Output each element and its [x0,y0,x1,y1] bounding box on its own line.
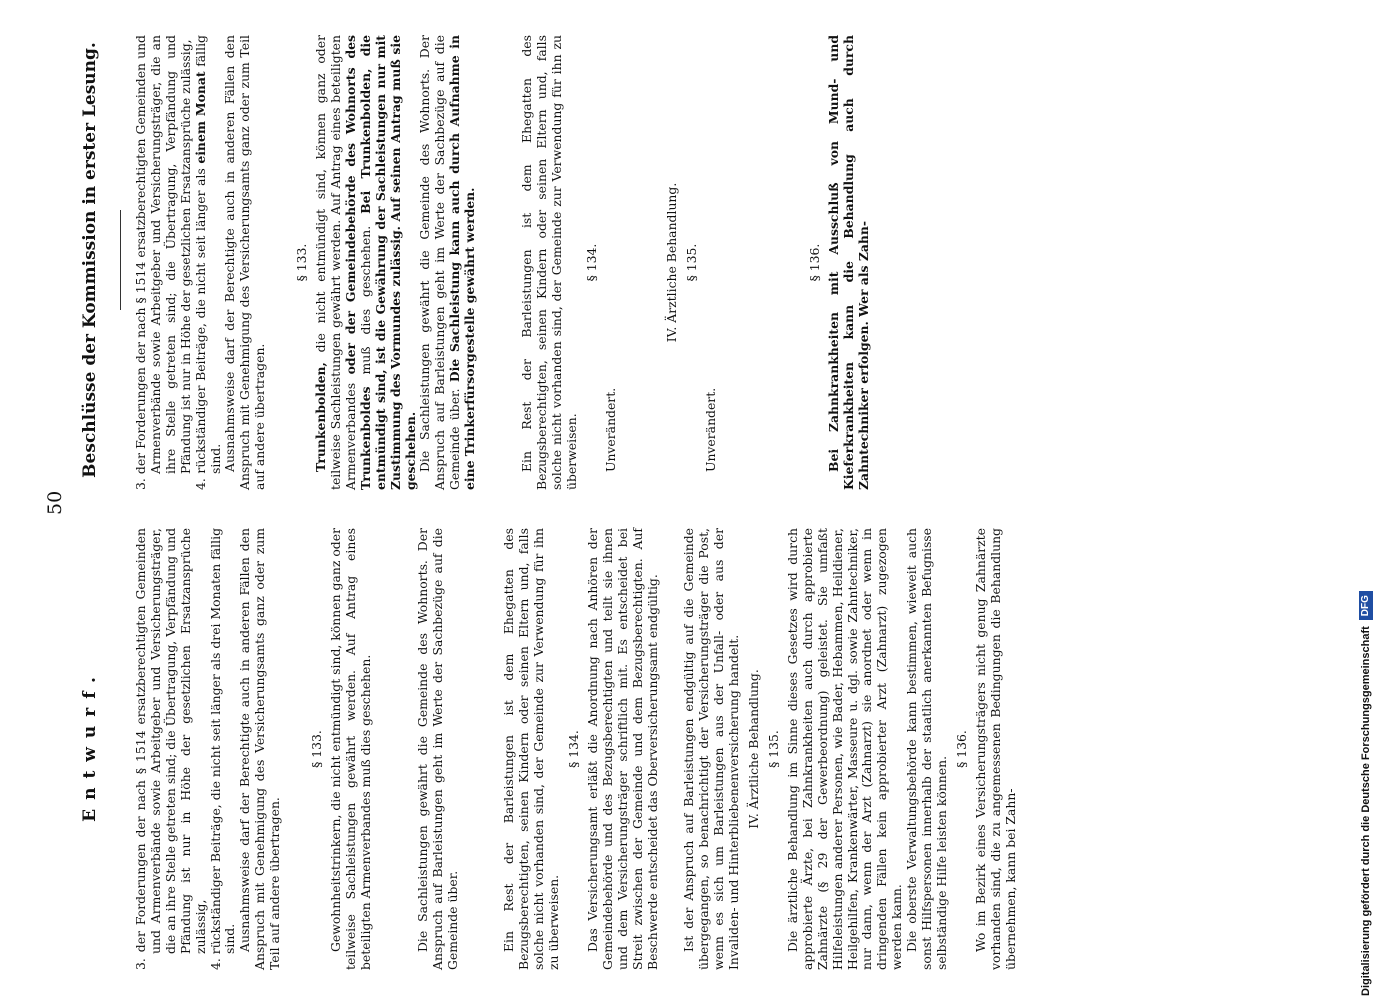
right-item-3: 3. der Forderungen der nach § 1514 ersatzberechtigten Gemeinden und Armenverbände sowie Arbeitgeber und Versicherungsträger, die an ihre Stelle getreten sind; die Übertragung, Verpfändung und Pfändung ist nur in Höhe der gesetzlichen Ersatzansprüche zulässig, [133,35,193,490]
right-item-end: Ausnahmsweise darf der Berechtigte auch in anderen Fällen den Anspruch mit Genehmigung des Versicherungsamts ganz oder zum Teil auf andere übertragen. [222,35,268,490]
left-item-end: Ausnahmsweise darf der Berechtigte auch in anderen Fällen den Anspruch mit Genehmigung des Versicherungsamts ganz oder zum Teil auf andere übertragen. [237,528,283,970]
right-s133-text2-bold: Die Sachleistung kann auch durch Aufnahme in eine Trinkerfürsorgestelle gewährt werden. [447,35,478,490]
right-iv-heading: IV. Ärztliche Behandlung. [664,182,680,343]
left-s133-text: Gewohnheitstrinkern, die nicht entmündigt sind, können ganz oder teilweise Sachleistungen gewährt werden. Auf Antrag eines beteiligten Armenverbandes muß dies geschehen. [327,528,373,970]
right-s134-text: Unverändert. [602,387,618,472]
dfg-sidebar-text [1352,6,1380,996]
right-s133-heading: § 133. [294,243,310,282]
right-s133-text2-a: Die Sachleistungen gewährt die Gemeinde des Wohnorts. Der Anspruch auf Barleistungen geht im Werte der Sachbezüge auf die Gemeinde über. [417,35,463,490]
right-s135-heading: § 135. [684,243,700,282]
left-column [134,528,1019,970]
right-rest-text: Ein Rest der Barleistungen ist dem Ehegatten des Bezugsberechtigten, seinen Kindern oder seinen Eltern und, falls solche nicht vorhanden sind, der Gemeinde zur Verwendung für ihn zu überweisen. [519,35,579,490]
right-s136-heading: § 136. [807,243,823,282]
right-s136-bold: Bei Zahnkrankheiten mit Ausschluß von Mund- und Kieferkrankheiten kann die Behandlung auch durch Zahntechniker erfolgen. Wer als Zahn- [826,35,871,490]
left-s135-heading: § 135. [766,730,781,768]
right-s133-part-b: die nicht entmündigt sind, können ganz oder teilweise Sachleistungen gewährt werden. Auf Antrag eines beteiligten Armenverbandes [313,35,358,490]
left-iv-heading: IV. Ärztliche Behandlung. [746,669,762,829]
left-s134-text: Das Versicherungsamt erläßt die Anordnung nach Anhören der Gemeindebehörde und des Bezugsberechtigten und teilt sie ihnen und dem Versicherungsträger schriftlich mit. Es entscheidet bei Streit zwischen der Gemeinde und dem Bezugsberechtigten. Auf Beschwerde entscheidet das Oberversicherungsamt endgültig. [584,528,660,970]
right-column [134,35,872,490]
left-s135-text2: Die oberste Verwaltungsbehörde kann bestimmen, wieweit auch sonst Hilfspersonen innerhalb der staatlich anerkannten Befugnisse selbständige Hilfe leisten können. [904,528,949,970]
left-s133-text2: Die Sachleistungen gewährt die Gemeinde des Wohnorts. Der Anspruch auf Barleistungen geht im Werte der Sachbezüge auf die Gemeinde über. [414,528,460,970]
right-s133-bold-a: Trunkenbolden, [313,362,329,472]
dfg-sidebar [1352,6,1380,996]
left-s135-text: Die ärztliche Behandlung im Sinne dieses Gesetzes wird durch approbierte Ärzte, bei Zahnkrankheiten auch durch approbierte Zahnärzte (§ 29 der Gewerbeordnung) geleistet. Sie umfaßt Hilfeleistungen anderer Personen, wie Bader, Hebammen, Heildiener, Heilgehilfen, Krankenwärter, Masseure u. dgl. sowie Zahntechniker, nur dann, wenn der Arzt (Zahnarzt) sie anordnet oder wenn in dringenden Fällen kein approbierter Arzt (Zahnarzt) zugezogen werden kann. [784,528,905,970]
right-item-4-part-a: 4. rückständiger Beiträge, die nicht seit länger als [192,163,208,490]
left-item-4: 4. rückständiger Beiträge, die nicht seit länger als drei Monaten fällig sind. [207,528,238,970]
left-rest-text: Ein Rest der Barleistungen ist dem Ehegatten des Bezugsberechtigten, seinen Kindern oder seinen Eltern und, falls solche nicht vorhanden sind, der Gemeinde zur Verwendung für ihn zu überweisen. [501,528,562,970]
left-s134-text2: Ist der Anspruch auf Barleistungen endgültig auf die Gemeinde übergegangen, so benachrichtigt der Versicherungsträger die Post, wenn es sich um Barleistungen aus der Unfall- oder aus der Invaliden- und Hinterbliebenenversicherung handelt. [681,528,742,970]
left-s133-heading: § 133. [309,730,325,768]
right-item-4 [194,35,224,490]
right-column-heading: Beschlüsse der Kommission in erster Lesung. [80,42,100,478]
left-item-3: 3. der Forderungen der nach § 1514 ersatzberechtigten Gemeinden und Armenverbände sowie Arbeitgeber und Versicherungsträger, die an ihre Stelle getreten sind; die Übertragung, Verpfändung und Pfändung ist nur in Höhe der gesetzlichen Ersatzansprüche zulässig, [133,528,208,970]
right-s135-text: Unverändert. [703,387,719,472]
right-item-4-bold: einem Monat [192,71,208,164]
right-s133-text [314,35,418,490]
dfg-funding-note: Digitalisierung gefördert durch die Deutsche Forschungsgemeinschaft [1360,626,1372,996]
page-number: 50 [44,490,66,515]
right-s133-part-d: muß dies geschehen. [357,213,373,387]
left-s136-text: Wo im Bezirk eines Versicherungsträgers nicht genug Zahnärzte vorhanden sind, die zu angemessenen Bedingungen die Behandlung übernehmen, kann bei Zahn- [972,528,1018,970]
right-s133-bold-c: oder der Gemeindebehörde des Wohnorts des Trunkenboldes [342,35,373,490]
right-s133-text2 [418,35,478,490]
right-s134-heading: § 134. [583,243,599,282]
left-column-heading: Entwurf. [80,668,100,822]
right-s133-bold-e: Bei Trunkenbolden, die entmündigt sind, ist die Gewährung der Sachleistungen nur mit Zustimmung des Vormundes zulässig. Auf seinen Antrag muß sie geschehen. [357,35,418,490]
left-s136-heading: § 136. [953,730,969,768]
left-s134-heading: § 134. [566,730,582,768]
right-s136-text [827,35,872,490]
heading-rule [120,210,121,310]
right-item-4-part-c: fällig sind. [192,35,223,474]
dfg-logo: DFG [1359,591,1373,620]
